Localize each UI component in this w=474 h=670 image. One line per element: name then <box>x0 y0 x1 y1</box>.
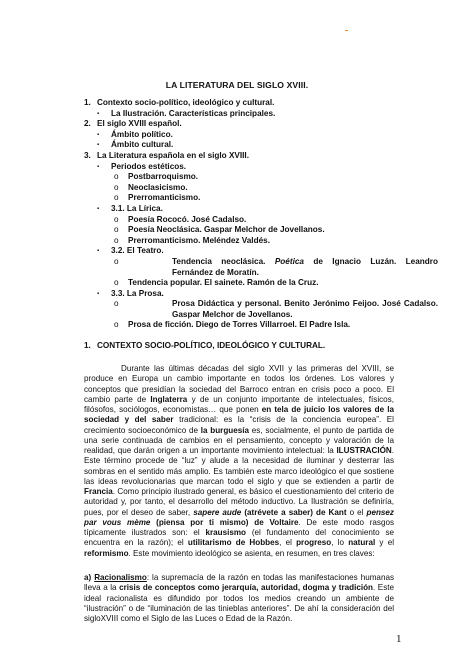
section-title: CONTEXTO SOCIO-POLÍTICO, IDEOLÓGICO Y CULTURAL. <box>97 341 326 350</box>
toc-text: Prerromanticismo. <box>128 193 201 203</box>
bold-text: en tela de juicio los valores de la sociedad y del saber <box>84 405 395 425</box>
toc-text-emphasis: Poética <box>274 256 304 266</box>
circle-bullet-icon: o <box>114 235 119 245</box>
text-run: . Este ideal racionalista es difundido por todos los medios creando un ambiente de “ilustración” o de “iluminación de las tinieblas anteriores”. De ahí la consideración del sigloXVIII como el Siglo de las Luces o Edad de la Razón. <box>84 583 394 623</box>
toc-item <box>84 151 394 162</box>
bold-text: krausismo <box>205 528 246 537</box>
bold-italic-text: pensez par vous mème <box>84 507 394 527</box>
circle-bullet-icon: o <box>114 193 119 203</box>
text-run: . Como principio ilustrado general, es básico el cuestionamiento del criterio de autoridad y, por tanto, el desarrollo del método inductivo. La Ilustración se definiría, pues, por el deseo de saber, <box>84 487 394 517</box>
bold-text: ILUSTRACIÓN <box>336 446 392 455</box>
text-run: tradicional: es la “crisis de la conciencia europea”. El crecimiento socioeconómico de <box>84 415 394 435</box>
section-heading <box>84 341 325 352</box>
square-bullet-icon: ▪ <box>97 142 100 149</box>
toc-item <box>84 172 394 183</box>
toc-text: Poesía Rococó. José Cadalso. <box>128 214 247 224</box>
table-of-contents <box>84 98 438 331</box>
toc-text-part: de Ignacio Luzán. Leandro Fernández de Moratín. <box>172 256 438 277</box>
text-run: , lo <box>331 538 349 548</box>
square-bullet-icon: ▪ <box>97 110 100 117</box>
square-bullet-icon: ▪ <box>97 248 100 255</box>
text-run: es, socialmente, el punto de partida de una serie continuada de cambios en el pensamiento, concepto y valoración de la realidad, que darán origen a un importante movimiento intelectual: la <box>84 425 394 455</box>
section-number: 1. <box>84 341 91 350</box>
toc-item <box>84 204 394 215</box>
toc-text: Postbarroquismo. <box>128 172 199 182</box>
toc-text: Neoclasicismo. <box>128 182 188 192</box>
toc-number: 1. <box>84 98 91 107</box>
toc-item <box>84 299 438 320</box>
text-run: . De este modo rasgos típicamente ilustrados son: el <box>84 517 394 537</box>
circle-bullet-icon: o <box>114 172 119 182</box>
toc-item <box>84 140 394 151</box>
toc-item <box>84 278 394 289</box>
bold-italic-text: sapere aude <box>193 507 242 517</box>
toc-item <box>84 236 394 247</box>
toc-text: 3.3. La Prosa. <box>111 288 164 298</box>
toc-text: 3.2. El Teatro. <box>111 246 164 256</box>
underlined-bold-text: Racionalismo <box>94 573 147 582</box>
toc-item <box>84 215 394 226</box>
text-run: Durante las últimas décadas del siglo XVII y las primeras del XVIII, se produce en Europa un cambio importante en todos los órdenes. Los valores y conceptos que presidían la sociedad del Barroco entran en crisis poco a poco. El cambio parte de <box>84 364 394 404</box>
square-bullet-icon: ▪ <box>97 163 100 170</box>
text-run: o el <box>346 507 367 517</box>
body-paragraph <box>84 364 394 559</box>
decorative-mark <box>345 30 348 31</box>
toc-text: Poesía Neoclásica. Gaspar Melchor de Jovellanos. <box>128 225 325 235</box>
bold-text: crisis de conceptos como jerarquía, autoridad, dogma y tradición <box>119 583 373 593</box>
text-run: , el <box>279 538 297 548</box>
text-run: . Este término procede de “luz” y alude a la necesidad de iluminar y desterrar las sombras en el sentido más amplio. Es también este marco ideológico el que sostiene las ideas revolucionarias que marcan todo el siglo y que se extienden a partir de <box>84 446 394 486</box>
circle-bullet-icon: o <box>114 214 119 224</box>
circle-bullet-icon: o <box>114 225 119 235</box>
circle-bullet-icon: o <box>114 320 119 330</box>
toc-item <box>84 109 394 120</box>
bold-text: Inglaterra <box>150 394 188 404</box>
toc-text: Ámbito cultural. <box>111 140 174 150</box>
toc-number: 3. <box>84 150 91 160</box>
toc-text: Periodos estéticos. <box>111 161 187 171</box>
circle-bullet-icon: o <box>114 299 119 309</box>
circle-bullet-icon: o <box>114 182 119 192</box>
toc-text-part: Tendencia neoclásica. <box>172 256 275 266</box>
bold-text: (piensa por ti mismo) de Voltaire <box>150 517 299 527</box>
toc-item <box>84 193 394 204</box>
toc-item <box>84 289 394 300</box>
toc-text: La Literatura española en el siglo XVIII. <box>97 150 249 160</box>
bold-text: progreso <box>296 538 332 548</box>
bold-text: utilitarismo de Hobbes <box>187 538 280 548</box>
circle-bullet-icon: o <box>114 256 119 266</box>
document-title: LA LITERATURA DEL SIGLO XVIII. <box>165 80 309 90</box>
bold-text: (atrévete a saber) de Kant <box>241 507 347 517</box>
toc-item <box>84 130 394 141</box>
toc-item <box>84 98 394 109</box>
toc-text: Prerromanticismo. Meléndez Valdés. <box>128 235 270 245</box>
toc-text <box>172 257 438 278</box>
toc-item <box>84 246 394 257</box>
toc-item <box>84 183 394 194</box>
toc-text: Contexto socio-político, ideológico y cultural. <box>97 98 275 107</box>
toc-text: Ámbito político. <box>111 129 173 139</box>
bold-text: la burguesía <box>200 425 249 435</box>
toc-item <box>84 225 394 236</box>
toc-number: 2. <box>84 119 91 129</box>
square-bullet-icon: ▪ <box>97 131 100 138</box>
toc-item <box>84 256 438 278</box>
text-run: . Este movimiento ideológico se asienta, en resumen, en tres claves: <box>128 548 375 558</box>
list-marker: a) <box>84 573 95 582</box>
toc-item <box>84 119 394 130</box>
text-run: y el <box>375 538 394 548</box>
circle-bullet-icon: o <box>114 278 119 288</box>
toc-text: Tendencia popular. El sainete. Ramón de la Cruz. <box>128 278 319 288</box>
toc-text: Prosa de ficción. Diego de Torres Villarroel. El Padre Isla. <box>128 320 351 330</box>
bold-text: natural <box>348 538 376 548</box>
toc-text: El siglo XVIII español. <box>97 119 182 129</box>
bold-text: Francia <box>84 487 113 496</box>
square-bullet-icon: ▪ <box>97 290 100 297</box>
toc-text: La Ilustración. Características principales. <box>111 108 276 118</box>
toc-text: 3.1. La Lírica. <box>111 203 163 213</box>
toc-item <box>84 162 394 173</box>
text-run: (el fundamento del conocimiento se encuentra en la razón); el <box>84 528 394 548</box>
text-run: : la supremacía de la razón en todas las manifestaciones humanas lleva a la <box>84 573 394 593</box>
toc-text: Prosa Didáctica y personal. Benito Jerónimo Feijoo. José Cadalso. Gaspar Melchor de Jovellanos. <box>172 299 438 319</box>
page-number: 1 <box>396 633 402 645</box>
body-paragraph <box>84 573 394 624</box>
bold-text: reformismo <box>84 548 129 558</box>
square-bullet-icon: ▪ <box>97 205 100 212</box>
toc-item <box>84 320 394 331</box>
text-run: y de un conjunto importante de intelectuales, físicos, filósofos, sociólogos, economistas… que ponen <box>84 394 394 414</box>
